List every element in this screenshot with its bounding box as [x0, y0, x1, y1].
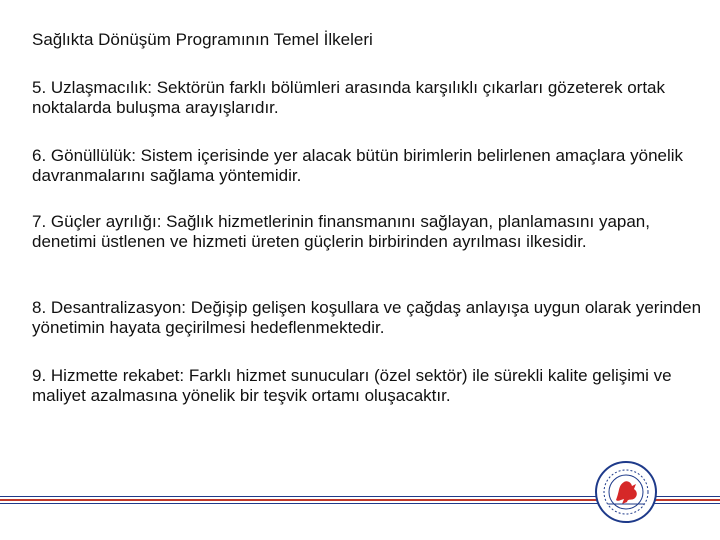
principle-item-5: 5. Uzlaşmacılık: Sektörün farklı bölümleri arasında karşılıklı çıkarları gözeterek ortak noktalarda buluşma arayışlarıdır.: [32, 78, 666, 117]
principle-item-6: 6. Gönüllülük: Sistem içerisinde yer alacak bütün birimlerin belirlenen amaçlara yönelik davranmalarını sağlama yöntemidir.: [32, 146, 684, 185]
principle-item-8: 8. Desantralizasyon: Değişip gelişen koşullara ve çağdaş anlayışa uygun olarak yerinden yönetimin hayata geçirilmesi hedeflenmektedir.: [32, 298, 702, 337]
university-seal-logo: [594, 460, 658, 524]
seal-icon: [594, 460, 658, 524]
principle-item-9: 9. Hizmette rekabet: Farklı hizmet sunucuları (özel sektör) ile sürekli kalite gelişimi ve maliyet azalmasına yönelik bir teşvik ortamı oluşacaktır.: [32, 366, 672, 405]
principle-item-7: 7. Güçler ayrılığı: Sağlık hizmetlerinin finansmanını sağlayan, planlamasını yapan, denetimi üstlenen ve hizmeti üreten güçlerin birbirinden ayrılması ilkesidir.: [32, 212, 650, 251]
slide-title: Sağlıkta Dönüşüm Programının Temel İlkeleri: [32, 30, 373, 49]
